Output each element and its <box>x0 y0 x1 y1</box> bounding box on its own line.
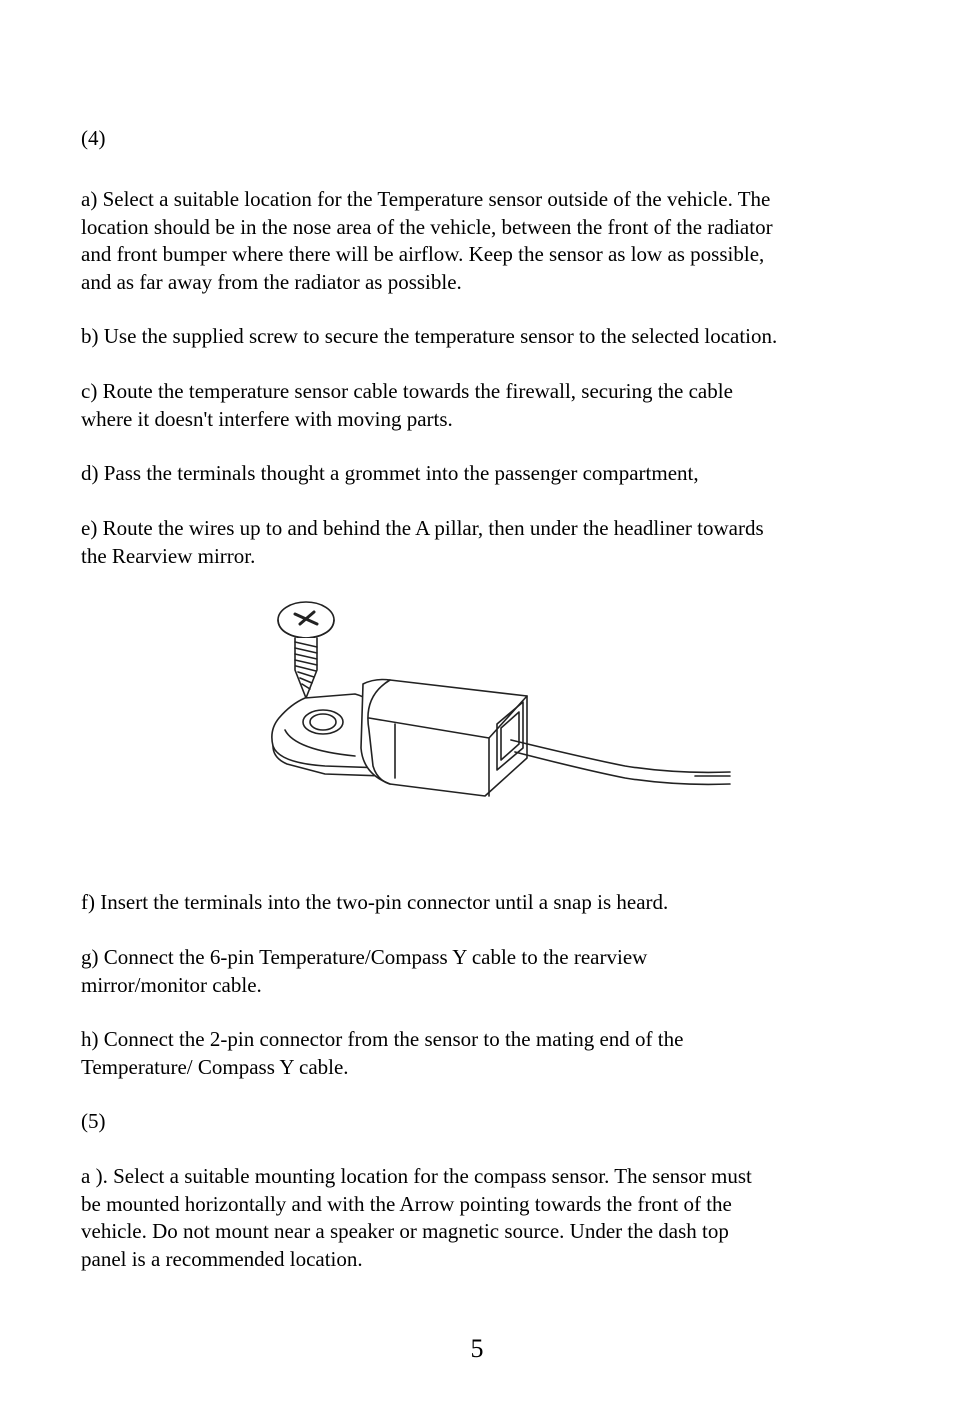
sensor-body <box>361 680 527 797</box>
page-number: 5 <box>470 1334 484 1363</box>
step-4b: b) Use the supplied screw to secure the temperature sensor to the selected location. <box>81 324 778 348</box>
step-5a: a ). Select a suitable mounting location for the compass sensor. The sensor must be mounted horizontally and with the Arrow pointing towards the front of the vehicle. Do not mount near a speaker or magnetic source. Under the dash top panel is a recommended location. <box>81 1164 752 1271</box>
screw-icon <box>278 602 334 698</box>
sensor-cable <box>511 740 730 784</box>
step-4h: h) Connect the 2-pin connector from the sensor to the mating end of the Temperature/ Compass Y cable. <box>81 1027 684 1079</box>
step-4f: f) Insert the terminals into the two-pin connector until a snap is heard. <box>81 890 669 914</box>
step-4g: g) Connect the 6-pin Temperature/Compass Y cable to the rearview mirror/monitor cable. <box>81 945 648 997</box>
temperature-sensor-illustration <box>265 598 735 803</box>
step-4d: d) Pass the terminals thought a grommet into the passenger compartment, <box>81 461 699 485</box>
step-4e: e) Route the wires up to and behind the A pillar, then under the headliner towards the Rearview mirror. <box>81 516 764 568</box>
step-4c: c) Route the temperature sensor cable towards the firewall, securing the cable where it doesn't interfere with moving parts. <box>81 379 733 431</box>
step-4a: a) Select a suitable location for the Temperature sensor outside of the vehicle. The location should be in the nose area of the vehicle, between the front of the radiator and front bumper where there will be airflow. Keep the sensor as low as possible, and as far away from the radiator as possible. <box>81 187 773 294</box>
section-4-heading: (4) <box>81 126 106 150</box>
section-5-heading: (5) <box>81 1109 106 1133</box>
